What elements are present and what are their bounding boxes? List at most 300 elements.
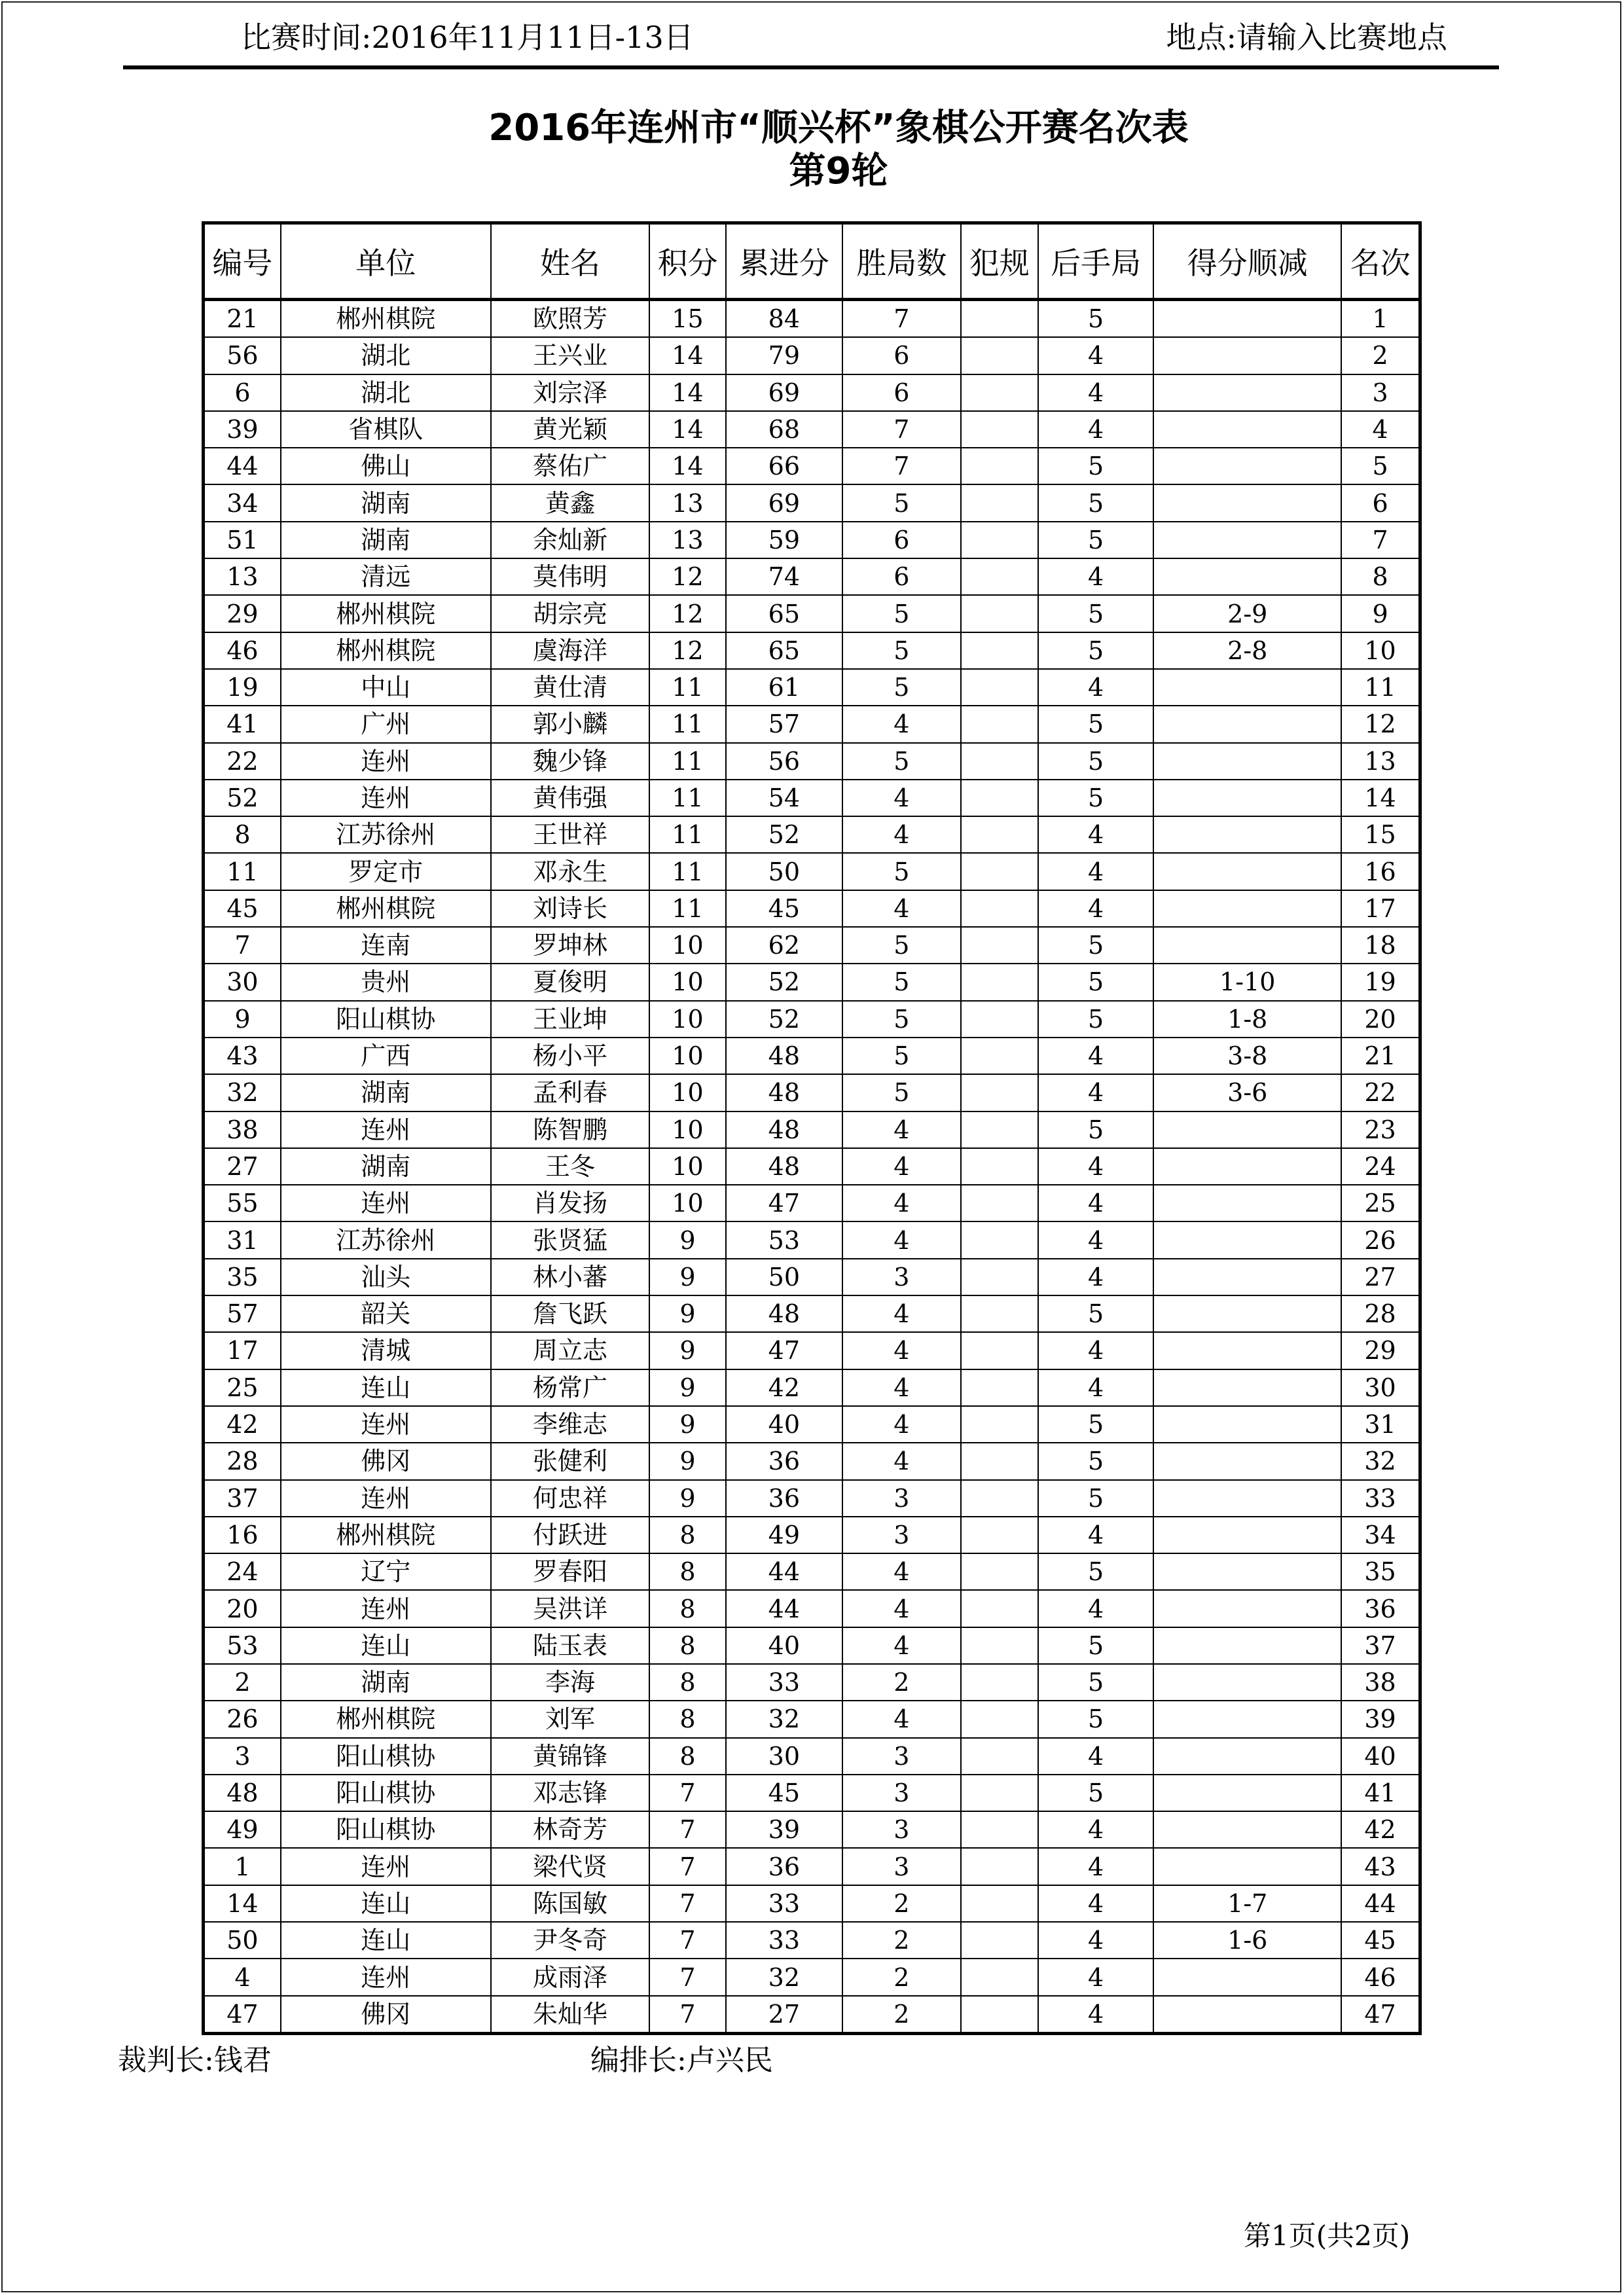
table-row (204, 780, 1420, 816)
cell-name: 尹冬奇 (491, 1922, 650, 1959)
cell-fouls (961, 706, 1038, 742)
cell-wins: 7 (842, 411, 960, 448)
cell-fouls (961, 522, 1038, 558)
cell-points: 7 (649, 1775, 725, 1811)
cell-fouls (961, 337, 1038, 374)
cell-name: 杨常广 (491, 1369, 650, 1406)
cell-progressive: 62 (726, 927, 842, 964)
cell-name: 蔡佑广 (491, 448, 650, 484)
cell-progressive: 44 (726, 1553, 842, 1590)
table-row (204, 484, 1420, 521)
table-row (204, 1001, 1420, 1038)
cell-fouls (961, 1406, 1038, 1443)
cell-fouls (961, 558, 1038, 595)
table-row (204, 1848, 1420, 1885)
cell-fouls (961, 743, 1038, 780)
cell-fouls (961, 927, 1038, 964)
cell-black-games: 4 (1038, 1517, 1153, 1553)
cell-rank: 1 (1341, 300, 1420, 338)
cell-unit: 罗定市 (281, 853, 491, 890)
cell-unit: 连山 (281, 1627, 491, 1664)
cell-number: 16 (204, 1517, 281, 1553)
cell-progressive: 36 (726, 1848, 842, 1885)
cell-unit: 连州 (281, 1959, 491, 1995)
table-row (204, 1185, 1420, 1221)
chief-arbiter: 编排长:卢兴民 (590, 2044, 773, 2077)
cell-rank: 44 (1341, 1885, 1420, 1922)
table-row (204, 816, 1420, 853)
table-row (204, 1553, 1420, 1590)
cell-wins: 3 (842, 1848, 960, 1885)
table-row (204, 1148, 1420, 1185)
cell-progressive: 54 (726, 780, 842, 816)
cell-points: 8 (649, 1517, 725, 1553)
cell-wins: 4 (842, 890, 960, 927)
cell-number: 51 (204, 522, 281, 558)
cell-progressive: 45 (726, 1775, 842, 1811)
cell-unit: 连州 (281, 743, 491, 780)
cell-tiebreak (1153, 669, 1341, 706)
cell-wins: 4 (842, 1406, 960, 1443)
cell-rank: 4 (1341, 411, 1420, 448)
cell-unit: 连州 (281, 1590, 491, 1627)
cell-rank: 46 (1341, 1959, 1420, 1995)
cell-rank: 45 (1341, 1922, 1420, 1959)
cell-rank: 34 (1341, 1517, 1420, 1553)
cell-wins: 4 (842, 1221, 960, 1258)
cell-unit: 汕头 (281, 1259, 491, 1295)
cell-progressive: 40 (726, 1627, 842, 1664)
cell-number: 9 (204, 1001, 281, 1038)
cell-unit: 郴州棋院 (281, 1701, 491, 1737)
cell-points: 14 (649, 448, 725, 484)
table-row (204, 1259, 1420, 1295)
cell-progressive: 32 (726, 1701, 842, 1737)
cell-black-games: 4 (1038, 374, 1153, 411)
cell-number: 28 (204, 1443, 281, 1479)
cell-points: 10 (649, 1038, 725, 1074)
cell-progressive: 69 (726, 484, 842, 521)
cell-black-games: 4 (1038, 1038, 1153, 1074)
cell-wins: 4 (842, 1553, 960, 1590)
cell-number: 49 (204, 1811, 281, 1848)
cell-unit: 中山 (281, 669, 491, 706)
cell-wins: 3 (842, 1259, 960, 1295)
table-row (204, 1811, 1420, 1848)
cell-unit: 郴州棋院 (281, 300, 491, 338)
cell-points: 8 (649, 1553, 725, 1590)
cell-fouls (961, 853, 1038, 890)
cell-black-games: 4 (1038, 816, 1153, 853)
cell-wins: 5 (842, 927, 960, 964)
cell-number: 42 (204, 1406, 281, 1443)
cell-progressive: 42 (726, 1369, 842, 1406)
cell-points: 14 (649, 374, 725, 411)
page-number: 第1页(共2页) (1244, 2220, 1411, 2252)
cell-number: 24 (204, 1553, 281, 1590)
cell-black-games: 5 (1038, 1111, 1153, 1148)
cell-name: 陆玉表 (491, 1627, 650, 1664)
cell-rank: 33 (1341, 1480, 1420, 1517)
cell-fouls (961, 964, 1038, 1000)
cell-number: 47 (204, 1996, 281, 2034)
cell-unit: 阳山棋协 (281, 1001, 491, 1038)
table-row (204, 522, 1420, 558)
cell-name: 何忠祥 (491, 1480, 650, 1517)
cell-name: 余灿新 (491, 522, 650, 558)
header-rank: 名次 (1341, 223, 1420, 300)
cell-wins: 5 (842, 669, 960, 706)
cell-progressive: 47 (726, 1332, 842, 1369)
cell-rank: 8 (1341, 558, 1420, 595)
cell-fouls (961, 1443, 1038, 1479)
cell-fouls (961, 1148, 1038, 1185)
header-tiebreak: 得分顺减 (1153, 223, 1341, 300)
cell-progressive: 40 (726, 1406, 842, 1443)
cell-points: 11 (649, 890, 725, 927)
cell-wins: 2 (842, 1996, 960, 2034)
cell-progressive: 50 (726, 853, 842, 890)
cell-rank: 26 (1341, 1221, 1420, 1258)
cell-progressive: 32 (726, 1959, 842, 1995)
cell-number: 2 (204, 1664, 281, 1701)
cell-fouls (961, 816, 1038, 853)
cell-name: 黄锦锋 (491, 1738, 650, 1775)
cell-unit: 清城 (281, 1332, 491, 1369)
cell-tiebreak (1153, 1480, 1341, 1517)
cell-progressive: 57 (726, 706, 842, 742)
cell-number: 30 (204, 964, 281, 1000)
cell-unit: 湖南 (281, 522, 491, 558)
cell-unit: 郴州棋院 (281, 1517, 491, 1553)
cell-tiebreak (1153, 706, 1341, 742)
cell-black-games: 4 (1038, 1959, 1153, 1995)
cell-number: 7 (204, 927, 281, 964)
cell-unit: 连山 (281, 1369, 491, 1406)
table-row (204, 300, 1420, 338)
cell-number: 29 (204, 595, 281, 632)
cell-tiebreak (1153, 558, 1341, 595)
cell-unit: 贵州 (281, 964, 491, 1000)
cell-points: 7 (649, 1811, 725, 1848)
cell-progressive: 53 (726, 1221, 842, 1258)
cell-points: 7 (649, 1959, 725, 1995)
cell-name: 虞海洋 (491, 632, 650, 669)
cell-wins: 6 (842, 558, 960, 595)
cell-wins: 3 (842, 1517, 960, 1553)
cell-points: 10 (649, 1185, 725, 1221)
cell-unit: 郴州棋院 (281, 890, 491, 927)
header-black-games: 后手局 (1038, 223, 1153, 300)
cell-unit: 湖南 (281, 1148, 491, 1185)
table-row (204, 1480, 1420, 1517)
table-row (204, 1738, 1420, 1775)
table-row (204, 1332, 1420, 1369)
cell-rank: 32 (1341, 1443, 1420, 1479)
table-row (204, 1885, 1420, 1922)
cell-black-games: 5 (1038, 706, 1153, 742)
cell-points: 8 (649, 1590, 725, 1627)
table-row (204, 1627, 1420, 1664)
cell-black-games: 4 (1038, 1738, 1153, 1775)
cell-black-games: 4 (1038, 1369, 1153, 1406)
cell-points: 9 (649, 1332, 725, 1369)
cell-wins: 4 (842, 1148, 960, 1185)
cell-black-games: 4 (1038, 1259, 1153, 1295)
cell-black-games: 5 (1038, 1775, 1153, 1811)
cell-number: 1 (204, 1848, 281, 1885)
cell-unit: 连州 (281, 1185, 491, 1221)
cell-tiebreak (1153, 1664, 1341, 1701)
cell-points: 7 (649, 1996, 725, 2034)
cell-wins: 3 (842, 1811, 960, 1848)
cell-points: 9 (649, 1480, 725, 1517)
header-points: 积分 (649, 223, 725, 300)
cell-tiebreak: 3-8 (1153, 1038, 1341, 1074)
cell-black-games: 5 (1038, 1001, 1153, 1038)
cell-progressive: 27 (726, 1996, 842, 2034)
cell-name: 成雨泽 (491, 1959, 650, 1995)
table-row (204, 1369, 1420, 1406)
cell-unit: 连州 (281, 780, 491, 816)
cell-fouls (961, 411, 1038, 448)
cell-unit: 江苏徐州 (281, 816, 491, 853)
cell-number: 17 (204, 1332, 281, 1369)
cell-name: 孟利春 (491, 1074, 650, 1111)
cell-tiebreak (1153, 1443, 1341, 1479)
cell-points: 12 (649, 595, 725, 632)
cell-tiebreak (1153, 1811, 1341, 1848)
cell-name: 李维志 (491, 1406, 650, 1443)
table-row (204, 853, 1420, 890)
cell-progressive: 48 (726, 1295, 842, 1332)
cell-name: 罗坤林 (491, 927, 650, 964)
cell-tiebreak (1153, 853, 1341, 890)
cell-number: 6 (204, 374, 281, 411)
cell-number: 13 (204, 558, 281, 595)
cell-rank: 18 (1341, 927, 1420, 964)
cell-unit: 阳山棋协 (281, 1738, 491, 1775)
cell-points: 13 (649, 484, 725, 521)
cell-rank: 5 (1341, 448, 1420, 484)
cell-progressive: 33 (726, 1922, 842, 1959)
cell-fouls (961, 1738, 1038, 1775)
match-time: 比赛时间:2016年11月11日-13日 (241, 20, 694, 55)
cell-wins: 6 (842, 337, 960, 374)
cell-black-games: 4 (1038, 1996, 1153, 2034)
cell-rank: 43 (1341, 1848, 1420, 1885)
cell-rank: 22 (1341, 1074, 1420, 1111)
cell-fouls (961, 1996, 1038, 2034)
cell-black-games: 4 (1038, 1074, 1153, 1111)
cell-unit: 阳山棋协 (281, 1811, 491, 1848)
cell-wins: 6 (842, 374, 960, 411)
cell-tiebreak (1153, 780, 1341, 816)
cell-fouls (961, 890, 1038, 927)
cell-unit: 辽宁 (281, 1553, 491, 1590)
chief-referee: 裁判长:钱君 (118, 2044, 272, 2077)
cell-tiebreak (1153, 374, 1341, 411)
cell-tiebreak (1153, 1111, 1341, 1148)
cell-name: 邓永生 (491, 853, 650, 890)
table-row (204, 1517, 1420, 1553)
cell-rank: 13 (1341, 743, 1420, 780)
cell-unit: 佛山 (281, 448, 491, 484)
cell-wins: 2 (842, 1664, 960, 1701)
cell-points: 9 (649, 1221, 725, 1258)
cell-name: 刘诗长 (491, 890, 650, 927)
cell-name: 欧照芳 (491, 300, 650, 338)
cell-name: 杨小平 (491, 1038, 650, 1074)
cell-points: 9 (649, 1259, 725, 1295)
cell-fouls (961, 1185, 1038, 1221)
cell-fouls (961, 448, 1038, 484)
cell-points: 8 (649, 1627, 725, 1664)
cell-progressive: 44 (726, 1590, 842, 1627)
cell-progressive: 52 (726, 964, 842, 1000)
cell-tiebreak (1153, 1959, 1341, 1995)
cell-fouls (961, 1811, 1038, 1848)
cell-fouls (961, 1111, 1038, 1148)
cell-unit: 连州 (281, 1406, 491, 1443)
cell-unit: 湖北 (281, 337, 491, 374)
cell-black-games: 5 (1038, 595, 1153, 632)
cell-points: 9 (649, 1443, 725, 1479)
cell-black-games: 4 (1038, 558, 1153, 595)
cell-progressive: 36 (726, 1443, 842, 1479)
cell-unit: 湖北 (281, 374, 491, 411)
cell-number: 48 (204, 1775, 281, 1811)
cell-black-games: 5 (1038, 1553, 1153, 1590)
cell-unit: 阳山棋协 (281, 1775, 491, 1811)
cell-name: 魏少锋 (491, 743, 650, 780)
cell-number: 56 (204, 337, 281, 374)
table-row (204, 927, 1420, 964)
cell-progressive: 50 (726, 1259, 842, 1295)
cell-number: 43 (204, 1038, 281, 1074)
cell-tiebreak (1153, 1185, 1341, 1221)
cell-wins: 5 (842, 1038, 960, 1074)
cell-unit: 佛冈 (281, 1443, 491, 1479)
cell-wins: 7 (842, 300, 960, 338)
cell-black-games: 4 (1038, 1885, 1153, 1922)
cell-tiebreak (1153, 1775, 1341, 1811)
cell-name: 梁代贤 (491, 1848, 650, 1885)
cell-fouls (961, 1775, 1038, 1811)
cell-black-games: 5 (1038, 780, 1153, 816)
cell-number: 45 (204, 890, 281, 927)
cell-black-games: 5 (1038, 1443, 1153, 1479)
table-row (204, 595, 1420, 632)
cell-fouls (961, 300, 1038, 338)
cell-unit: 湖南 (281, 1664, 491, 1701)
cell-unit: 省棋队 (281, 411, 491, 448)
cell-tiebreak (1153, 743, 1341, 780)
cell-progressive: 48 (726, 1111, 842, 1148)
cell-fouls (961, 1517, 1038, 1553)
cell-name: 吴洪详 (491, 1590, 650, 1627)
cell-fouls (961, 1553, 1038, 1590)
cell-points: 10 (649, 964, 725, 1000)
cell-name: 陈国敏 (491, 1885, 650, 1922)
cell-tiebreak (1153, 1369, 1341, 1406)
cell-fouls (961, 1664, 1038, 1701)
cell-black-games: 4 (1038, 853, 1153, 890)
cell-unit: 湖南 (281, 1074, 491, 1111)
cell-wins: 4 (842, 1627, 960, 1664)
cell-black-games: 5 (1038, 1664, 1153, 1701)
cell-name: 黄伟强 (491, 780, 650, 816)
cell-name: 张贤猛 (491, 1221, 650, 1258)
cell-progressive: 48 (726, 1074, 842, 1111)
cell-number: 3 (204, 1738, 281, 1775)
page-title: 2016年连州市“顺兴杯”象棋公开赛名次表 (488, 107, 1189, 149)
cell-rank: 36 (1341, 1590, 1420, 1627)
cell-wins: 7 (842, 448, 960, 484)
cell-black-games: 4 (1038, 1811, 1153, 1848)
cell-progressive: 33 (726, 1885, 842, 1922)
cell-progressive: 45 (726, 890, 842, 927)
cell-name: 胡宗亮 (491, 595, 650, 632)
cell-number: 37 (204, 1480, 281, 1517)
cell-name: 刘军 (491, 1701, 650, 1737)
cell-points: 11 (649, 706, 725, 742)
cell-progressive: 52 (726, 1001, 842, 1038)
cell-black-games: 4 (1038, 669, 1153, 706)
table-row (204, 374, 1420, 411)
cell-rank: 6 (1341, 484, 1420, 521)
cell-number: 44 (204, 448, 281, 484)
cell-rank: 30 (1341, 1369, 1420, 1406)
cell-rank: 10 (1341, 632, 1420, 669)
cell-progressive: 47 (726, 1185, 842, 1221)
cell-black-games: 4 (1038, 1590, 1153, 1627)
cell-unit: 连州 (281, 1848, 491, 1885)
cell-number: 46 (204, 632, 281, 669)
cell-tiebreak: 2-8 (1153, 632, 1341, 669)
cell-tiebreak (1153, 1406, 1341, 1443)
cell-fouls (961, 1590, 1038, 1627)
cell-name: 李海 (491, 1664, 650, 1701)
cell-wins: 4 (842, 1295, 960, 1332)
cell-tiebreak (1153, 1148, 1341, 1185)
cell-wins: 4 (842, 816, 960, 853)
cell-rank: 15 (1341, 816, 1420, 853)
cell-unit: 连州 (281, 1480, 491, 1517)
cell-unit: 韶关 (281, 1295, 491, 1332)
cell-tiebreak: 1-8 (1153, 1001, 1341, 1038)
cell-number: 34 (204, 484, 281, 521)
cell-rank: 23 (1341, 1111, 1420, 1148)
cell-black-games: 4 (1038, 1221, 1153, 1258)
table-row (204, 1443, 1420, 1479)
cell-rank: 14 (1341, 780, 1420, 816)
cell-fouls (961, 1848, 1038, 1885)
cell-wins: 2 (842, 1959, 960, 1995)
cell-tiebreak (1153, 1517, 1341, 1553)
cell-unit: 郴州棋院 (281, 632, 491, 669)
cell-rank: 25 (1341, 1185, 1420, 1221)
cell-black-games: 5 (1038, 1480, 1153, 1517)
cell-rank: 42 (1341, 1811, 1420, 1848)
table-row (204, 1295, 1420, 1332)
cell-points: 11 (649, 816, 725, 853)
cell-name: 林小蕃 (491, 1259, 650, 1295)
cell-rank: 27 (1341, 1259, 1420, 1295)
cell-tiebreak (1153, 1590, 1341, 1627)
cell-tiebreak (1153, 927, 1341, 964)
cell-progressive: 30 (726, 1738, 842, 1775)
